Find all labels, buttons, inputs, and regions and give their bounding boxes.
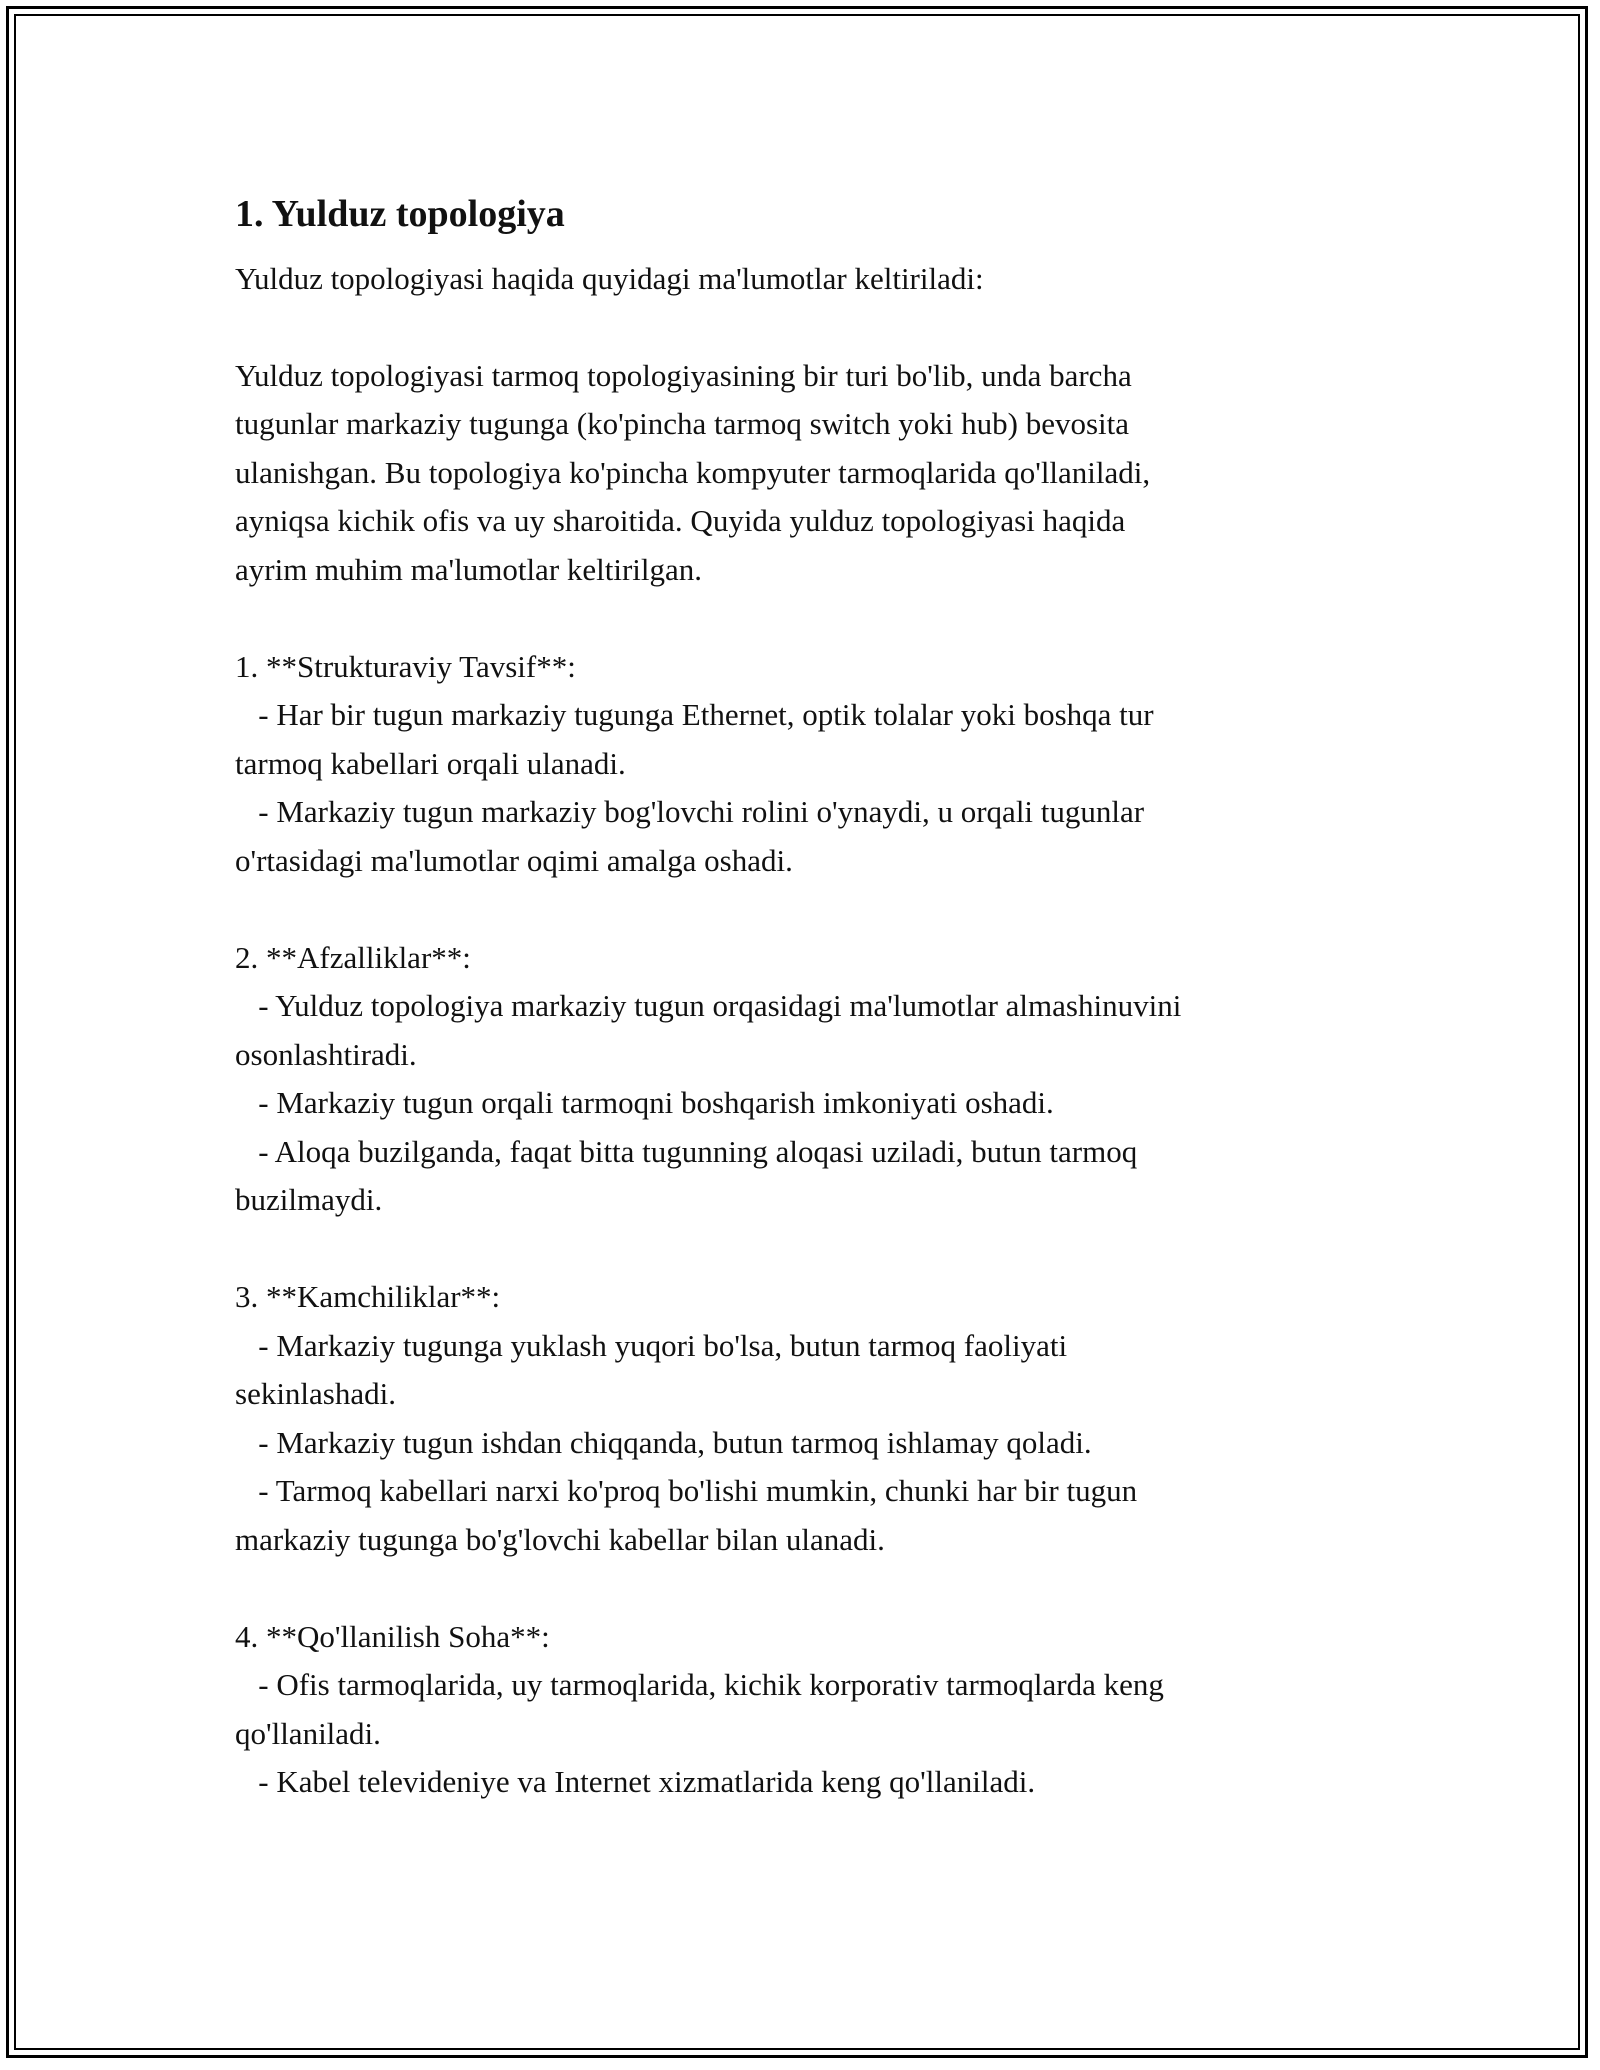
document-title: 1. Yulduz topologiya <box>235 193 565 235</box>
document-content <box>235 190 1415 1807</box>
intro-paragraph: Yulduz topologiyasi haqida quyidagi ma'lumotlar keltiriladi: <box>235 261 984 296</box>
body-text: Yulduz topologiyasi tarmoq topologiyasining bir turi bo'lib, unda barcha tugunlar markaziy tugunga (ko'pincha tarmoq switch yoki hub) bevosita ulanishgan. Bu topologiya ko'pincha kompyuter tarmoqlarida qo'llaniladi, ayniqsa kichik ofis va uy sharoitida. Quyida yulduz topologiyasi haqida ayrim muhim ma'lumotlar keltirilgan. 1. **Strukturaviy Tavsif**: - Har bir tugun markaziy tugunga Ethernet, optik tolalar yoki boshqa tur tarmoq kabellari orqali ulanadi. - Markaziy tugun markaziy bog'lovchi rolini o'ynaydi, u orqali tugunlar o'rtasidagi ma'lumotlar oqimi amalga oshadi. 2. **Afzalliklar**: - Yulduz topologiya markaziy tugun orqasidagi ma'lumotlar almashinuvini osonlashtiradi. - Markaziy tugun orqali tarmoqni boshqarish imkoniyati oshadi. - Aloqa buzilganda, faqat bitta tugunning aloqasi uziladi, butun tarmoq buzilmaydi. 3. **Kamchiliklar**: - Markaziy tugunga yuklash yuqori bo'lsa, butun tarmoq faoliyati sekinlashadi. - Markaziy tugun ishdan chiqqanda, butun tarmoq ishlamay qoladi. - Tarmoq kabellari narxi ko'proq bo'lishi mumkin, chunki har bir tugun markaziy tugunga bo'g'lovchi kabellar bilan ulanadi. 4. **Qo'llanilish Soha**: - Ofis tarmoqlarida, uy tarmoqlarida, kichik korporativ tarmoqlarda keng qo'llaniladi. - Kabel televideniye va Internet xizmatlarida keng qo'llaniladi. <box>235 357 1182 1799</box>
